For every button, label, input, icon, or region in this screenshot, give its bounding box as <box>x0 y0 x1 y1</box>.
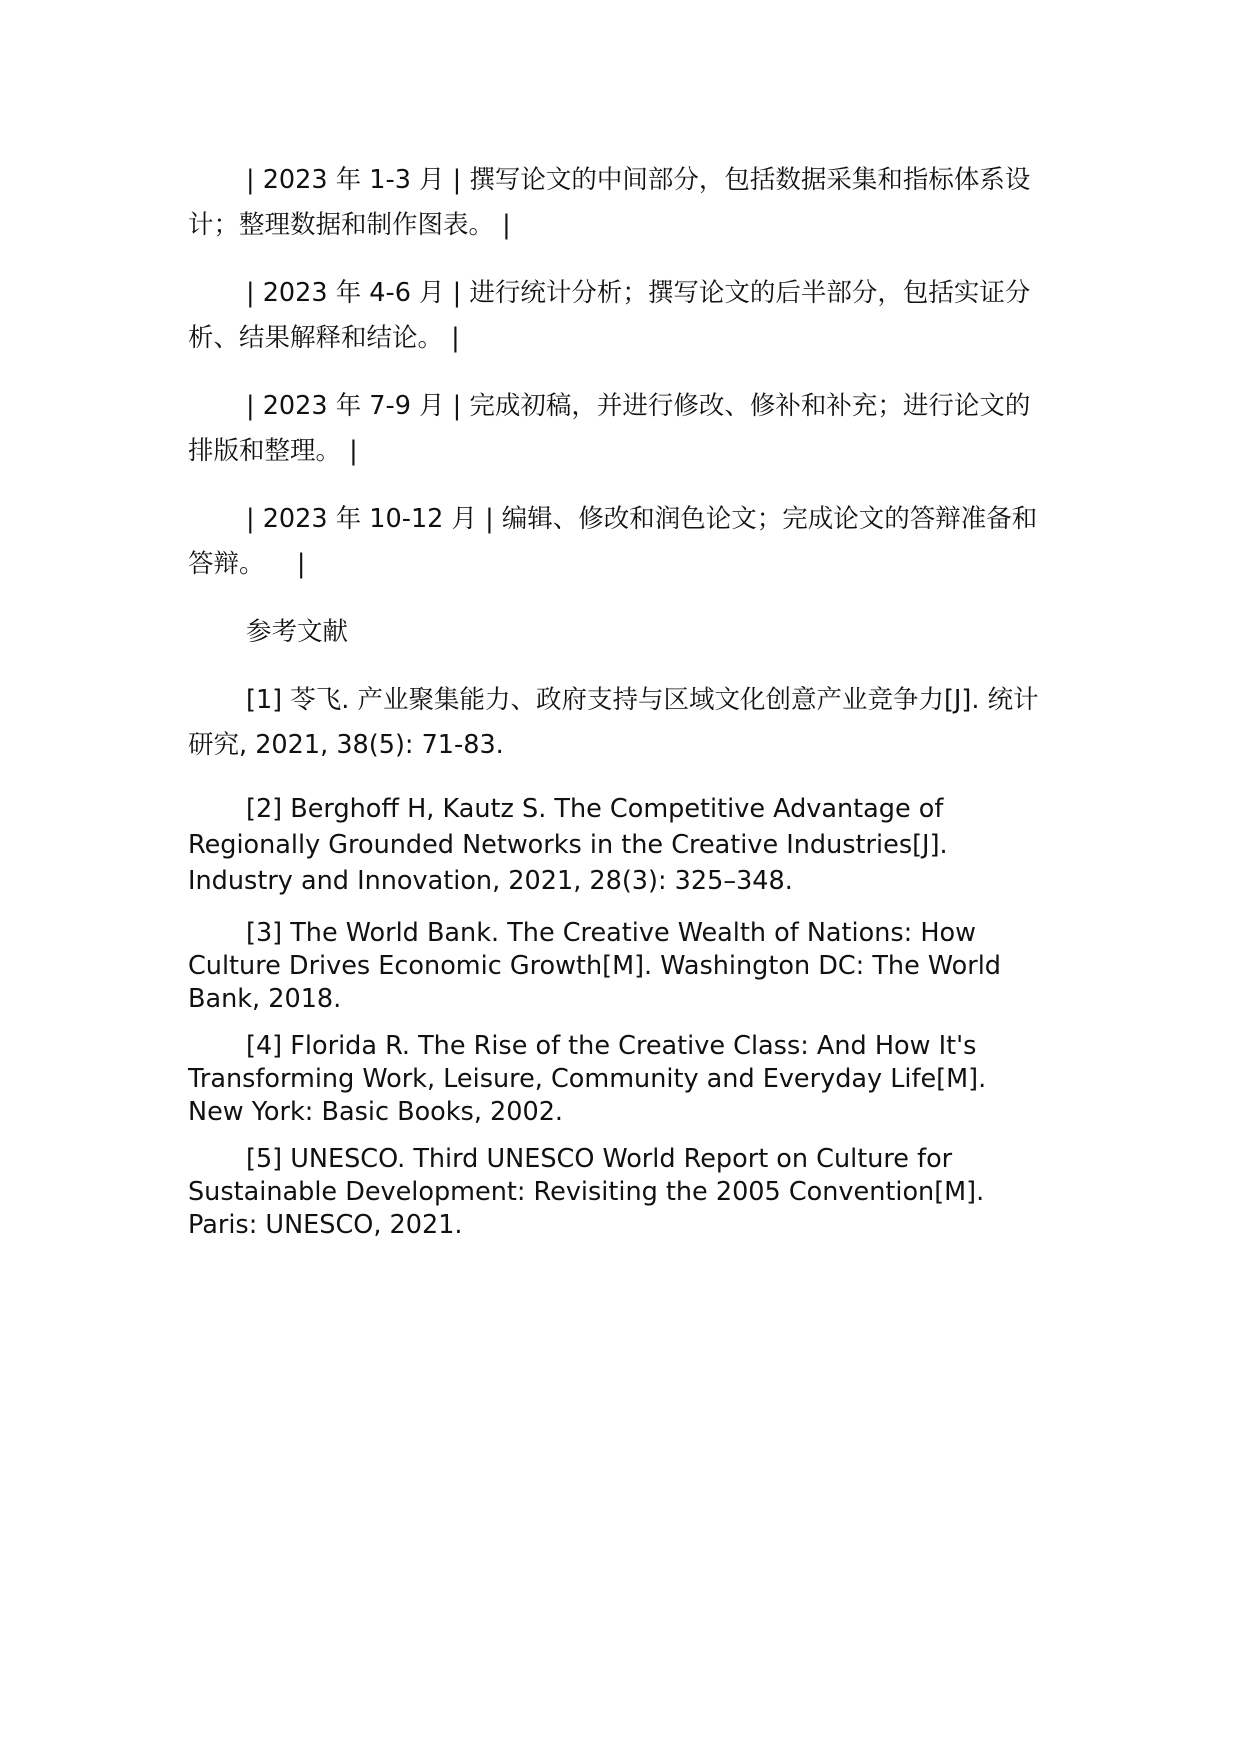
reference-item: [5] UNESCO. Third UNESCO World Report on Culture for Sustainable Development: Revisiting the 2005 Convention[M]. Paris: UNESCO, 2021. <box>188 1144 993 1240</box>
schedule-row: | 2023 年 4-6 月 | 进行统计分析；撰写论文的后半部分，包括实证分析、结果解释和结论。 | <box>188 278 1031 353</box>
references-list <box>188 678 1048 1242</box>
references-heading: 参考文献 <box>246 617 349 647</box>
page-content <box>188 158 1048 1256</box>
reference-item: [2] Berghoff H, Kautz S. The Competitive Advantage of Regionally Grounded Networks in the Creative Industries[J]. Industry and Innovation, 2021, 28(3): 325–348. <box>188 794 956 896</box>
reference-item: [3] The World Bank. The Creative Wealth of Nations: How Culture Drives Economic Growth[M]. Washington DC: The World Bank, 2018. <box>188 918 1010 1014</box>
reference-item: [4] Florida R. The Rise of the Creative Class: And How It's Transforming Work, Leisure, Community and Everyday Life[M]. New York: Basic Books, 2002. <box>188 1031 995 1127</box>
schedule-row: | 2023 年 1-3 月 | 撰写论文的中间部分，包括数据采集和指标体系设计；整理数据和制作图表。 | <box>188 165 1031 240</box>
schedule-row: | 2023 年 10-12 月 | 编辑、修改和润色论文；完成论文的答辩准备和答辩。 | <box>188 504 1038 579</box>
schedule-row: | 2023 年 7-9 月 | 完成初稿，并进行修改、修补和补充；进行论文的排版和整理。 | <box>188 391 1031 466</box>
schedule-section <box>188 158 1048 587</box>
reference-item: [1] 苓飞. 产业聚集能力、政府支持与区域文化创意产业竞争力[J]. 统计研究, 2021, 38(5): 71-83. <box>188 685 1039 760</box>
